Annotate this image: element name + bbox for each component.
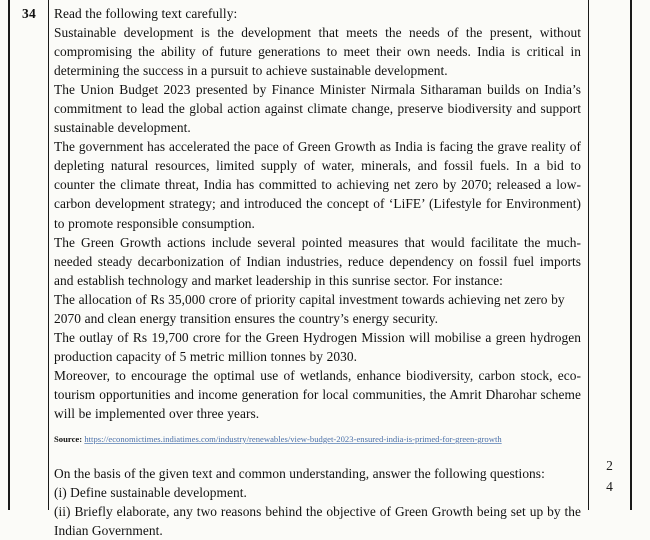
mark-value-1: 2 bbox=[606, 458, 613, 473]
answer-instruction: On the basis of the given text and common understanding, answer the following questions: bbox=[54, 466, 545, 482]
passage-paragraph-5: The allocation of Rs 35,000 crore of priority capital investment towards achieving net zero by 2070 and clean energy transition ensures the country’s energy security. bbox=[54, 291, 565, 326]
marks-stack bbox=[589, 455, 630, 497]
source-attribution bbox=[54, 423, 581, 445]
passage-paragraph-7: Moreover, to encourage the optimal use of wetlands, enhance biodiversity, carbon stock, eco-tourism opportunities and income generation for local communities, the Amrit Dharohar scheme will be implemented over three years. bbox=[54, 367, 581, 421]
source-url-link[interactable]: https://economictimes.indiatimes.com/industry/renewables/view-budget-2023-ensured-india-is-primed-for-green-growth bbox=[84, 434, 502, 445]
passage-paragraph-1: Sustainable development is the development that meets the needs of the present, without compromising the ability of future generations to meet their own needs. India is critical in determining the success in a pursuit to achieve sustainable development. bbox=[54, 25, 581, 79]
question-number: 34 bbox=[22, 6, 36, 21]
passage-paragraph-3: The government has accelerated the pace of Green Growth as India is facing the grave reality of depleting natural resources, limited supply of water, minerals, and fossil fuels. In a bid to counter the climate threat, India has committed to achieving net zero by 2070; released a low-carbon development strategy; and introduced the concept of ‘LiFE’ (Lifestyle for Environment) to promote responsible consumption. bbox=[54, 139, 581, 231]
passage-paragraph-4: The Green Growth actions include several pointed measures that would facilitate the much-needed steady decarbonization of Indian industries, reduce dependency on fossil fuel imports and establish technology and market leadership in this sunrise sector. For instance: bbox=[54, 234, 581, 288]
sub-questions-block bbox=[54, 445, 581, 540]
passage-paragraph-6: The outlay of Rs 19,700 crore for the Green Hydrogen Mission will mobilise a green hydrogen production capacity of 5 metric million tonnes by 2030. bbox=[54, 329, 581, 364]
sub-question-i: (i) Define sustainable development. bbox=[54, 485, 247, 501]
mark-value-2: 4 bbox=[606, 479, 613, 494]
source-label: Source: bbox=[54, 434, 83, 445]
question-content-column bbox=[49, 0, 589, 539]
marks-column bbox=[589, 0, 630, 510]
sub-question-ii: (ii) Briefly elaborate, any two reasons behind the objective of Green Growth being set up by the Indian Government. bbox=[54, 504, 581, 539]
question-number-column bbox=[10, 0, 49, 510]
question-table bbox=[8, 0, 632, 539]
passage-paragraph-2: The Union Budget 2023 presented by Finance Minister Nirmala Sitharaman builds on India’s commitment to lead the global action against climate change, preserve biodiversity and support sustainable development. bbox=[54, 82, 581, 136]
question-intro: Read the following text carefully: bbox=[54, 6, 238, 21]
